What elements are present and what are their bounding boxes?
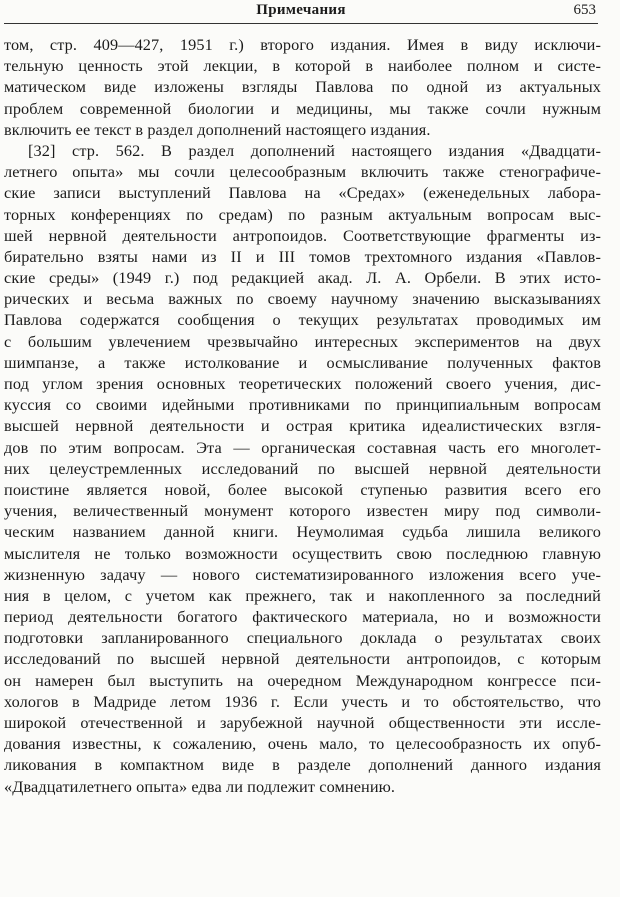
text-line: подготовки запланированного специального доклада о результатах своих bbox=[4, 628, 601, 648]
text-line: широкой отечественной и зарубежной научной общественности эти иссле- bbox=[4, 713, 601, 732]
text-line: период деятельности богатого фактического материала, но и возможности bbox=[4, 607, 601, 627]
text-line: ские среды» (1949 г.) под редакцией акад. Л. А. Орбели. В этих исто- bbox=[4, 268, 601, 288]
text-line: «Двадцатилетнего опыта» едва ли подлежит сомнению. bbox=[4, 776, 396, 796]
text-line: куссия со своими идейными противниками по принципиальным вопросам bbox=[4, 395, 601, 415]
text-line: летнего опыта» мы сочли целесообразным включить также стенографиче- bbox=[4, 162, 601, 182]
text-line: тельную ценность этой лекции, в которой в наиболее полном и систе- bbox=[4, 56, 601, 76]
text-line: ские записи выступлений Павлова на «Средах» (еженедельных лабора- bbox=[4, 183, 601, 203]
text-line: них целеустремленных исследований по высшей нервной деятельности bbox=[4, 458, 601, 478]
text-line: жизненную задачу — нового систематизированного изложения всего уче- bbox=[4, 564, 601, 584]
text-line: высшей нервной деятельности и острая критика идеалистических взгля- bbox=[4, 416, 601, 436]
text-line: бирательно взяты нами из II и III томов трехтомного издания «Павлов- bbox=[4, 246, 601, 266]
text-line: Павлова содержатся сообщения о текущих результатах проводимых им bbox=[4, 310, 601, 330]
body-text bbox=[4, 34, 601, 797]
text-line: торных конференциях по средам) по разным актуальным вопросам выс- bbox=[4, 204, 601, 224]
text-line: [32] стр. 562. В раздел дополнений настоящего издания «Двадцати- bbox=[28, 140, 601, 160]
page-number: 653 bbox=[573, 2, 596, 18]
text-line: хологов в Мадриде летом 1936 г. Если учесть и то обстоятельство, что bbox=[4, 691, 601, 711]
text-line: ческим названием данной книги. Неумолимая судьба лишила великого bbox=[4, 522, 601, 542]
section-title: Примечания bbox=[256, 2, 346, 18]
text-line: ния в целом, с учетом как прежнего, так и накопленного за последний bbox=[4, 585, 601, 605]
text-line: дования известны, к сожалению, очень мало, то целесообразность их опуб- bbox=[4, 734, 601, 754]
text-line: поистине является новой, более высокой ступенью развития всего его bbox=[4, 479, 601, 499]
text-line: исследований по высшей нервной деятельности антропоидов, с которым bbox=[4, 649, 601, 669]
text-line: матическом виде изложены взгляды Павлова по одной из актуальных bbox=[4, 77, 601, 97]
text-line: проблем современной биологии и медицины, мы также сочли нужным bbox=[4, 98, 601, 118]
text-line: он намерен был выступить на очередном Международном конгрессе пси- bbox=[4, 670, 601, 690]
text-line: том, стр. 409—427, 1951 г.) второго издания. Имея в виду исключи- bbox=[4, 35, 601, 54]
text-line: с большим увлечением чрезвычайно интересных экспериментов на двух bbox=[4, 331, 601, 351]
text-line: рических и весьма важных по своему научному значению высказываниях bbox=[4, 289, 601, 309]
text-line: шей нервной деятельности антропоидов. Соответствующие фрагменты из- bbox=[4, 225, 601, 245]
text-line: включить ее текст в раздел дополнений настоящего издания. bbox=[4, 119, 431, 139]
text-line: шимпанзе, а также истолкование и осмысливание полученных фактов bbox=[4, 352, 601, 372]
text-line: учения, величественный монумент которого известен миру под символи- bbox=[4, 501, 601, 521]
text-line: дов по этим вопросам. Эта — органическая составная часть его многолет- bbox=[4, 437, 601, 457]
text-line: мыслителя не только возможности осуществить свою последнюю главную bbox=[4, 543, 601, 563]
running-header bbox=[4, 0, 598, 24]
text-line: ликования в компактном виде в разделе дополнений данного издания bbox=[4, 755, 601, 775]
text-line: под углом зрения основных теоретических положений своего учения, дис- bbox=[4, 374, 601, 393]
